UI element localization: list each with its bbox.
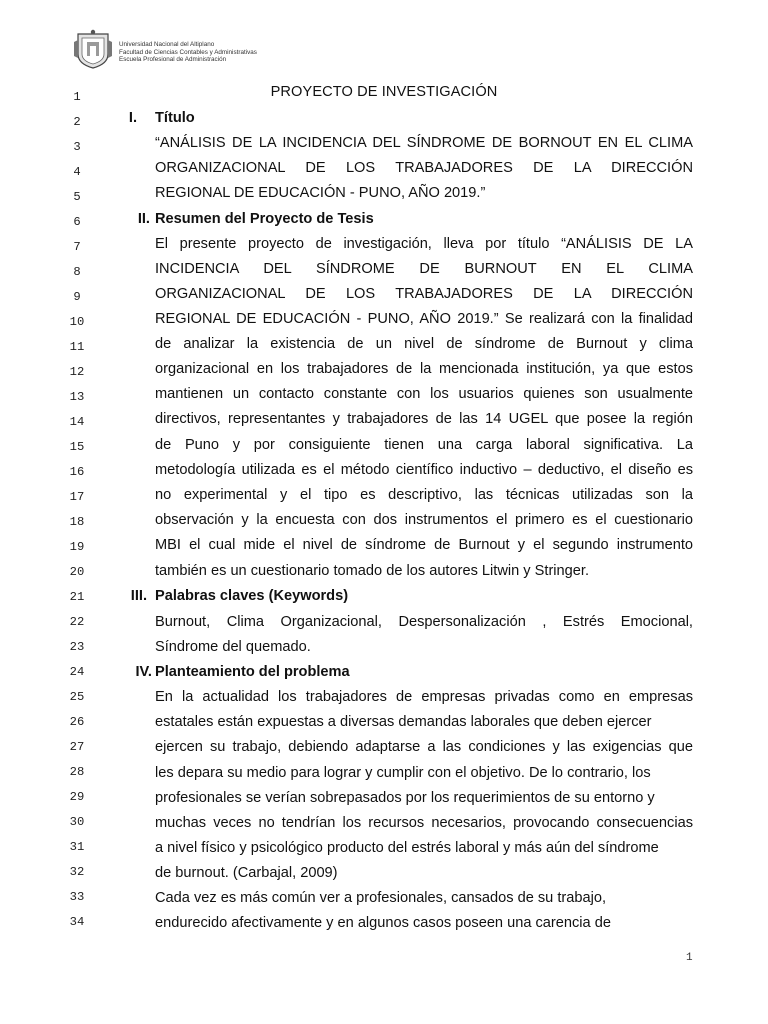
line-number: 16 <box>69 465 85 479</box>
section-heading: Resumen del Proyecto de Tesis <box>155 211 374 227</box>
body-line: de Puno y por consiguiente tienen una carga laboral significativa. La <box>155 437 693 453</box>
line-number: 6 <box>73 215 81 229</box>
line-number: 21 <box>69 590 85 604</box>
body-line: INCIDENCIA DEL SÍNDROME DE BURNOUT EN EL CLIMA <box>155 261 693 277</box>
section-numeral: III. <box>130 588 147 604</box>
line-number: 12 <box>69 365 85 379</box>
faculty-name: Facultad de Ciencias Contables y Administrativas <box>119 48 257 56</box>
line-number: 9 <box>73 290 81 304</box>
body-line: Cada vez es más común ver a profesionales, cansados de su trabajo, <box>155 890 607 906</box>
line-number: 31 <box>69 840 85 854</box>
line-number: 8 <box>73 265 81 279</box>
line-number: 25 <box>69 690 85 704</box>
line-number: 14 <box>69 415 85 429</box>
line-number: 15 <box>69 440 85 454</box>
body-line: directivos, representantes y trabajadores de las 14 UGEL que posee la región <box>155 411 693 427</box>
body-line: Síndrome del quemado. <box>155 639 311 655</box>
school-name: Escuela Profesional de Administración <box>119 56 227 64</box>
line-number: 10 <box>69 315 85 329</box>
line-number: 30 <box>69 815 85 829</box>
body-line: observación y la encuesta con dos instrumentos el primero es el cuestionario <box>155 512 693 528</box>
body-line: profesionales se verían sobrepasados por los requerimientos de su entorno y <box>155 790 655 806</box>
body-line: REGIONAL DE EDUCACIÓN - PUNO, AÑO 2019.” Se realizará con la finalidad <box>155 311 693 327</box>
body-line: Burnout, Clima Organizacional, Despersonalización , Estrés Emocional, <box>155 614 693 630</box>
body-line: estatales están expuestas a diversas demandas laborales que deben ejercer <box>155 714 652 730</box>
body-line: ORGANIZACIONAL DE LOS TRABAJADORES DE LA DIRECCIÓN <box>155 160 693 176</box>
line-number: 23 <box>69 640 85 654</box>
body-line: mantienen un contacto constante con los usuarios quienes son usualmente <box>155 386 693 402</box>
body-line: endurecido afectivamente y en algunos casos poseen una carencia de <box>155 915 611 931</box>
line-number: 20 <box>69 565 85 579</box>
line-number: 32 <box>69 865 85 879</box>
section-numeral: II. <box>137 211 150 227</box>
institution-header <box>119 41 257 64</box>
line-number: 17 <box>69 490 85 504</box>
university-name: Universidad Nacional del Altiplano <box>119 41 215 48</box>
line-number: 7 <box>73 240 81 254</box>
line-number: 4 <box>73 165 81 179</box>
line-number: 27 <box>69 740 85 754</box>
line-number: 5 <box>73 190 81 204</box>
body-line: ejercen su trabajo, debiendo adaptarse a las condiciones y las exigencias que <box>155 739 693 755</box>
body-line: El presente proyecto de investigación, lleva por título “ANÁLISIS DE LA <box>155 236 693 252</box>
body-line: de analizar la existencia de un nivel de síndrome de Burnout y clima <box>155 336 693 352</box>
body-line: muchas veces no tendrían los recursos necesarios, provocando consecuencias <box>155 815 693 831</box>
body-line: también es un cuestionario tomado de los autores Litwin y Stringer. <box>155 563 589 579</box>
line-number: 3 <box>73 140 81 154</box>
line-number: 26 <box>69 715 85 729</box>
line-number: 28 <box>69 765 85 779</box>
section-numeral: IV. <box>135 664 152 680</box>
section-numeral: I. <box>128 110 137 126</box>
body-line: REGIONAL DE EDUCACIÓN - PUNO, AÑO 2019.” <box>155 185 486 201</box>
body-line: ORGANIZACIONAL DE LOS TRABAJADORES DE LA DIRECCIÓN <box>155 286 693 302</box>
body-line: En la actualidad los trabajadores de empresas privadas como en empresas <box>155 689 693 705</box>
line-number: 19 <box>69 540 85 554</box>
line-number: 24 <box>69 665 85 679</box>
line-number: 22 <box>69 615 85 629</box>
body-line: no experimental y el tipo es descriptivo, las técnicas utilizadas son la <box>155 487 693 503</box>
body-line: a nivel físico y psicológico producto del estrés laboral y más aún del síndrome <box>155 840 659 856</box>
line-number: 18 <box>69 515 85 529</box>
body-line: MBI el cual mide el nivel de síndrome de Burnout y el segundo instrumento <box>155 537 693 553</box>
body-line: metodología utilizada es el método científico inductivo – deductivo, el diseño es <box>155 462 693 478</box>
document-title: PROYECTO DE INVESTIGACIÓN <box>270 84 498 100</box>
university-logo <box>73 28 113 70</box>
body-line: “ANÁLISIS DE LA INCIDENCIA DEL SÍNDROME DE BORNOUT EN EL CLIMA <box>155 135 693 151</box>
line-number: 11 <box>69 340 85 354</box>
line-number: 2 <box>73 115 81 129</box>
line-number: 33 <box>69 890 85 904</box>
line-number: 34 <box>69 915 85 929</box>
body-line: de burnout. (Carbajal, 2009) <box>155 865 338 881</box>
body-line: les depara su medio para lograr y cumplir con el objetivo. De lo contrario, los <box>155 765 651 781</box>
line-number: 13 <box>69 390 85 404</box>
section-heading: Palabras claves (Keywords) <box>155 588 349 604</box>
section-heading: Planteamiento del problema <box>155 664 350 680</box>
body-line: organizacional en los trabajadores de la mencionada institución, ya que estos <box>155 361 693 377</box>
line-number: 29 <box>69 790 85 804</box>
page-number: 1 <box>686 952 693 964</box>
section-heading: Título <box>155 110 195 126</box>
line-number: 1 <box>73 90 81 104</box>
